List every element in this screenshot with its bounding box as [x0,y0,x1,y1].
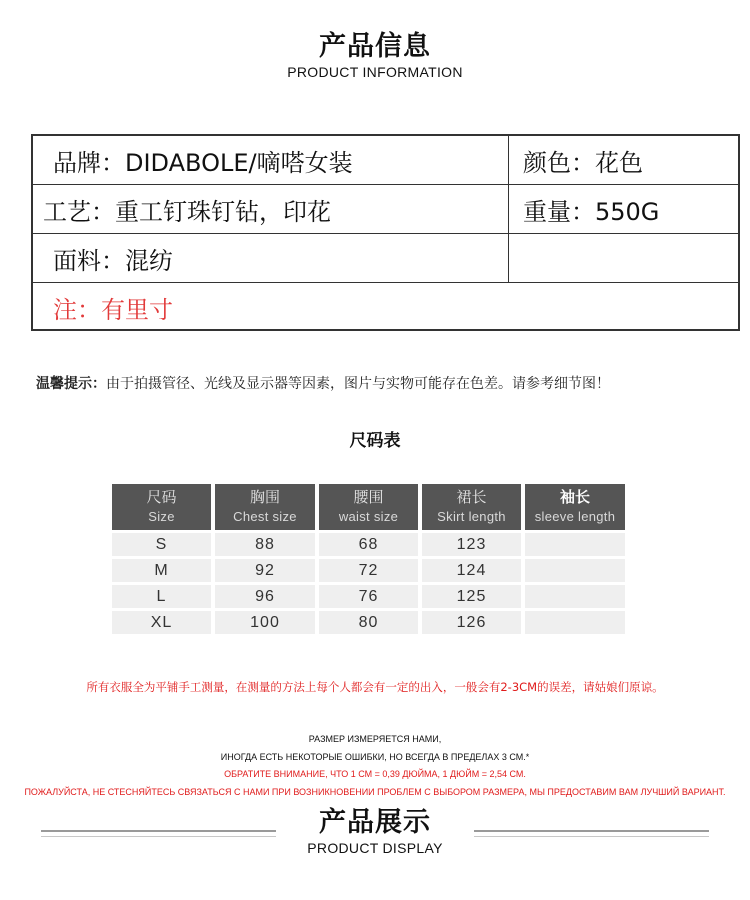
header-waist-en: waist size [338,509,399,524]
chest-cell: 100 [215,611,315,634]
header-size [112,484,211,530]
color-tip [36,373,610,393]
sleeve-cell [525,585,625,608]
header-size-cn: 尺码 [146,488,177,506]
header-waist [319,484,418,530]
info-row-note [33,283,738,332]
product-info-table [31,134,740,331]
size-cell: S [112,533,211,556]
header-sleeve-cn: 袖长 [559,488,590,506]
header-skirt [422,484,521,530]
russian-note-1: РАЗМЕР ИЗМЕРЯЕТСЯ НАМИ, [308,734,442,744]
weight-cell: 重量：550G [523,197,660,226]
waist-cell: 72 [319,559,418,582]
tip-label: 温馨提示： [36,376,106,392]
chest-cell: 96 [215,585,315,608]
craft-cell: 工艺：重工钉珠钉钻，印花 [33,185,509,233]
skirt-cell: 124 [422,559,521,582]
empty-cell [509,234,738,282]
header-chest-en: Chest size [233,509,297,524]
size-table-title: 尺码表 [349,431,401,451]
waist-cell: 80 [319,611,418,634]
header-chest [215,484,315,530]
tip-text: 由于拍摄管径、光线及显示器等因素，图片与实物可能存在色差。请参考细节图！ [106,376,610,392]
skirt-cell: 125 [422,585,521,608]
product-info-subtitle: PRODUCT INFORMATION [287,64,463,80]
chest-cell: 88 [215,533,315,556]
size-cell: XL [112,611,211,634]
russian-note-4: ПОЖАЛУЙСТА, НЕ СТЕСНЯЙТЕСЬ СВЯЗАТЬСЯ С НАМИ ПРИ ВОЗНИКНОВЕНИИ ПРОБЛЕМ С ВЫБОРОМ РАЗМЕРА, МЫ ПРЕДОСТАВИМ ВАМ ЛУЧШИЙ ВАРИАНТ. [24,787,726,797]
header-skirt-cn: 裙长 [456,488,487,506]
waist-cell: 68 [319,533,418,556]
info-row-fabric [33,234,738,283]
brand-cell: 品牌：DIDABOLE/嘀嗒女装 [33,136,509,184]
product-display-title: 产品展示 [319,807,431,838]
size-cell: L [112,585,211,608]
header-chest-cn: 胸围 [249,488,280,506]
sleeve-cell [525,611,625,634]
product-display-subtitle: PRODUCT DISPLAY [307,840,443,856]
info-row-brand [33,136,738,185]
header-size-en: Size [148,509,175,524]
color-cell: 颜色：花色 [523,148,643,177]
size-cell: M [112,559,211,582]
info-row-craft [33,185,738,234]
sleeve-cell [525,559,625,582]
header-sleeve-en: sleeve length [534,509,616,524]
product-info-heading [0,30,750,80]
header-waist-cn: 腰围 [353,488,384,506]
product-display-heading [0,806,750,856]
header-skirt-en: Skirt length [437,509,506,524]
russian-note-2: ИНОГДА ЕСТЬ НЕКОТОРЫЕ ОШИБКИ, НО ВСЕГДА В ПРЕДЕЛАХ 3 СМ.* [220,752,530,762]
waist-cell: 76 [319,585,418,608]
fabric-cell: 面料：混纺 [33,234,509,282]
measurement-note: 所有衣服全为平铺手工测量，在测量的方法上每个人都会有一定的出入，一般会有2-3CM的误差，请姑娘们原谅。 [86,680,664,694]
chest-cell: 92 [215,559,315,582]
product-info-title: 产品信息 [319,31,431,62]
skirt-cell: 123 [422,533,521,556]
russian-note-3: ОБРАТИТЕ ВНИМАНИЕ, ЧТО 1 СМ = 0,39 ДЮЙМА, 1 ДЮЙМ = 2,54 СМ. [224,769,526,779]
skirt-cell: 126 [422,611,521,634]
header-sleeve [525,484,625,530]
sleeve-cell [525,533,625,556]
note-cell: 注：有里寸 [53,296,173,324]
